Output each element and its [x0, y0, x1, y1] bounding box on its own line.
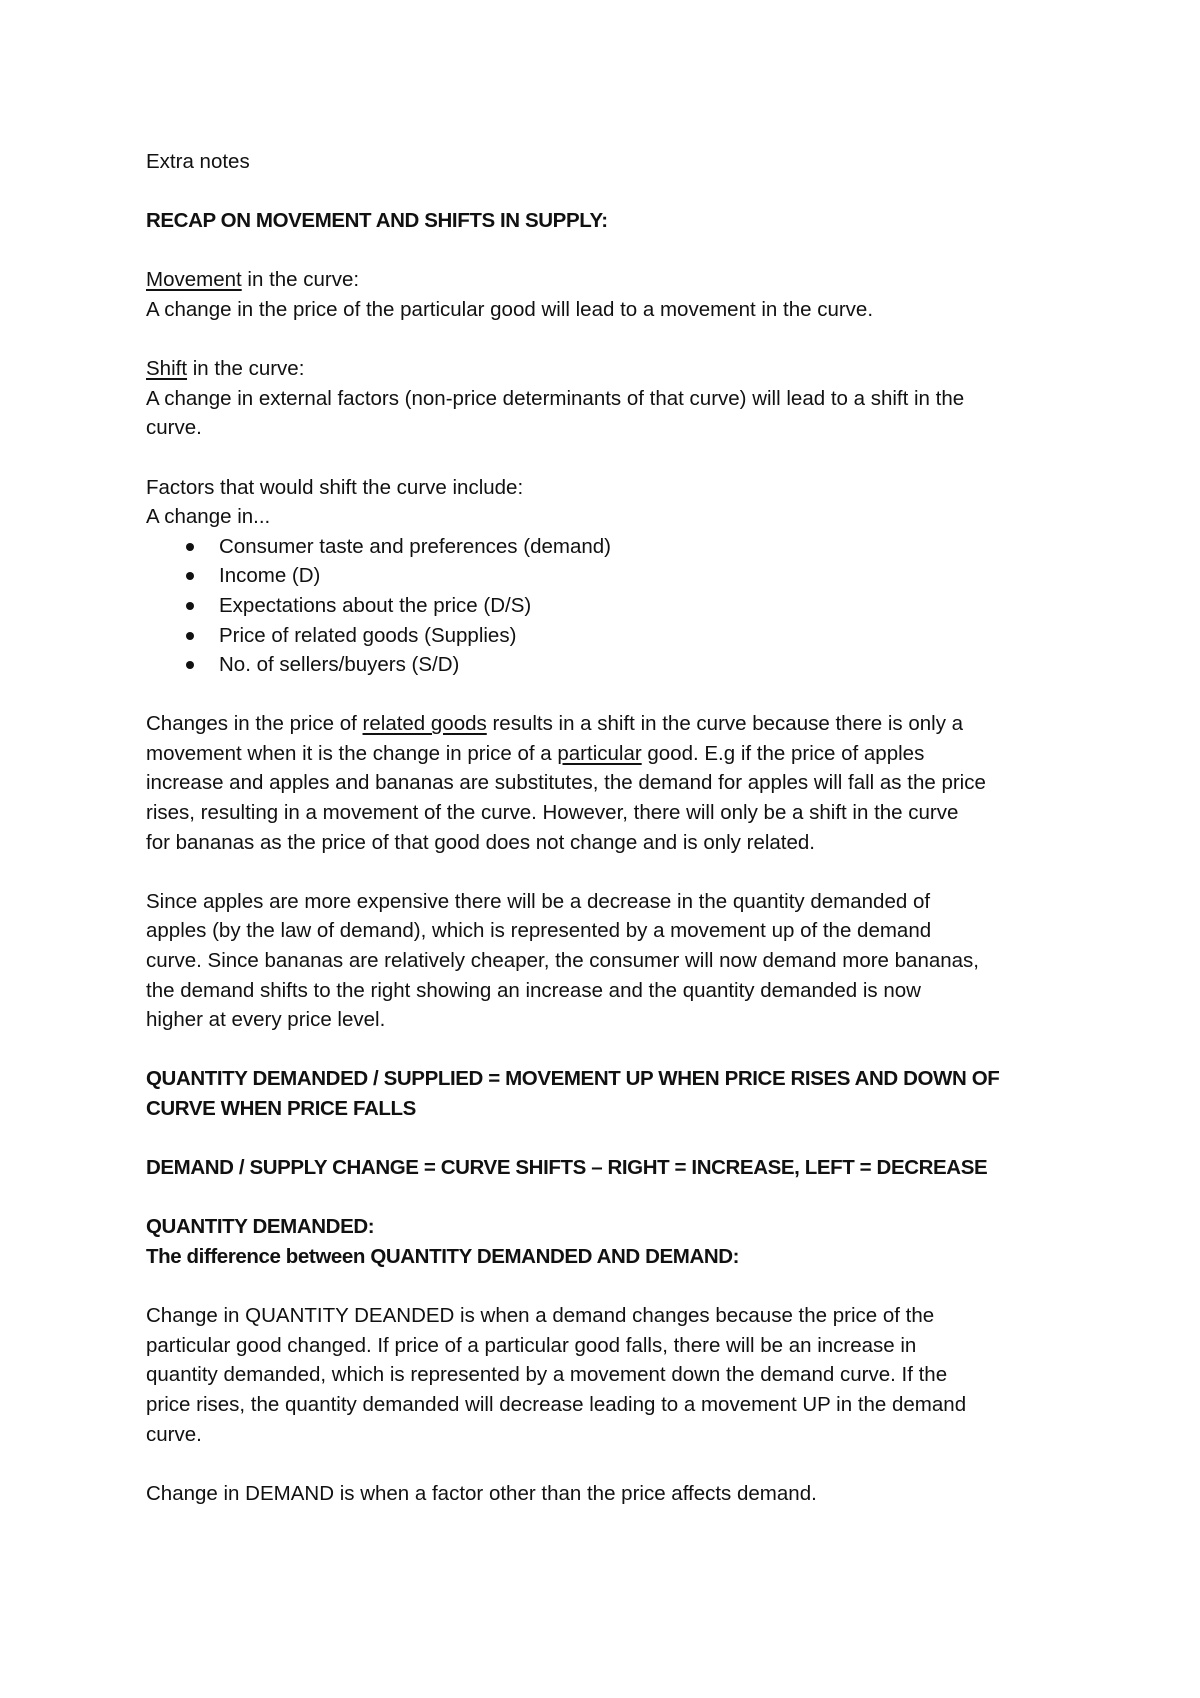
shift-text-line-2: curve. [146, 416, 202, 440]
text-run: good. E.g if the price of apples [641, 741, 925, 765]
list-item-text: Expectations about the price (D/S) [219, 593, 532, 617]
list-item-text: No. of sellers/buyers (S/D) [219, 653, 460, 677]
rule-demand-supply: DEMAND / SUPPLY CHANGE = CURVE SHIFTS – RIGHT = INCREASE, LEFT = DECREASE [146, 1156, 988, 1180]
apples-paragraph-line: curve. Since bananas are relatively cheaper, the consumer will now demand more bananas, [146, 949, 979, 973]
bullet-icon [186, 661, 194, 669]
recap-title: RECAP ON MOVEMENT AND SHIFTS IN SUPPLY: [146, 209, 608, 233]
particular-underlined: particular [557, 741, 642, 765]
apples-paragraph-line: Since apples are more expensive there will be a decrease in the quantity demanded of [146, 889, 931, 913]
related-goods-line-4: rises, resulting in a movement of the curve. However, there will only be a shift in the curve [146, 801, 959, 825]
apples-paragraph-line: the demand shifts to the right showing an increase and the quantity demanded is now [146, 978, 921, 1002]
related-goods-line-5: for bananas as the price of that good does not change and is only related. [146, 830, 815, 854]
qd-paragraph-line: curve. [146, 1422, 202, 1446]
shift-underlined: Shift [146, 357, 188, 381]
shift-label-rest: in the curve: [187, 357, 305, 381]
page-heading: Extra notes [146, 150, 250, 173]
list-item-text: Income (D) [219, 564, 321, 588]
factors-list [146, 532, 1066, 680]
bullet-icon [186, 572, 194, 580]
related-goods-line-1 [146, 709, 1066, 739]
movement-underlined: Movement [146, 268, 242, 292]
related-goods-underlined: related goods [362, 712, 487, 736]
movement-label-rest: in the curve: [241, 268, 360, 292]
text-run: Changes in the price of [146, 712, 363, 736]
list-item [146, 532, 1066, 562]
list-item-text: Price of related goods (Supplies) [219, 623, 517, 647]
quantity-demanded-title: QUANTITY DEMANDED: [146, 1215, 375, 1239]
apples-paragraph-line: higher at every price level. [146, 1008, 386, 1032]
document-body [146, 147, 1066, 1508]
rule-quantity-line-2: CURVE WHEN PRICE FALLS [146, 1097, 416, 1120]
text-run: movement when it is the change in price of a [146, 741, 558, 765]
bullet-icon [186, 543, 194, 551]
factors-intro: Factors that would shift the curve include: [146, 475, 524, 499]
qd-paragraph-line: particular good changed. If price of a particular good falls, there will be an increase in [146, 1333, 917, 1357]
related-goods-line-3: increase and apples and bananas are substitutes, the demand for apples will fall as the price [146, 771, 986, 795]
quantity-demanded-subtitle: The difference between QUANTITY DEMANDED AND DEMAND: [146, 1244, 740, 1268]
qd-paragraph-line: quantity demanded, which is represented by a movement down the demand curve. If the [146, 1363, 948, 1387]
apples-paragraph-line: apples (by the law of demand), which is represented by a movement up of the demand [146, 919, 932, 943]
list-item [146, 650, 1066, 680]
qd-paragraph-line: Change in QUANTITY DEANDED is when a demand changes because the price of the [146, 1304, 935, 1328]
text-run: results in a shift in the curve because there is only a [486, 712, 964, 736]
list-item [146, 621, 1066, 651]
factors-change-in: A change in... [146, 505, 271, 529]
movement-label [146, 265, 1066, 295]
rule-quantity-line-1: QUANTITY DEMANDED / SUPPLIED = MOVEMENT UP WHEN PRICE RISES AND DOWN OF [146, 1067, 1000, 1091]
movement-text: A change in the price of the particular good will lead to a movement in the curve. [146, 297, 874, 321]
bullet-icon [186, 632, 194, 640]
list-item [146, 591, 1066, 621]
list-item-text: Consumer taste and preferences (demand) [219, 534, 611, 558]
shift-label [146, 354, 1066, 384]
list-item [146, 561, 1066, 591]
shift-text-line-1: A change in external factors (non-price determinants of that curve) will lead to a shift in the [146, 386, 965, 410]
related-goods-line-2 [146, 739, 1066, 769]
qd-paragraph-line: price rises, the quantity demanded will decrease leading to a movement UP in the demand [146, 1392, 967, 1416]
demand-change-line: Change in DEMAND is when a factor other than the price affects demand. [146, 1481, 817, 1505]
bullet-icon [186, 602, 194, 610]
